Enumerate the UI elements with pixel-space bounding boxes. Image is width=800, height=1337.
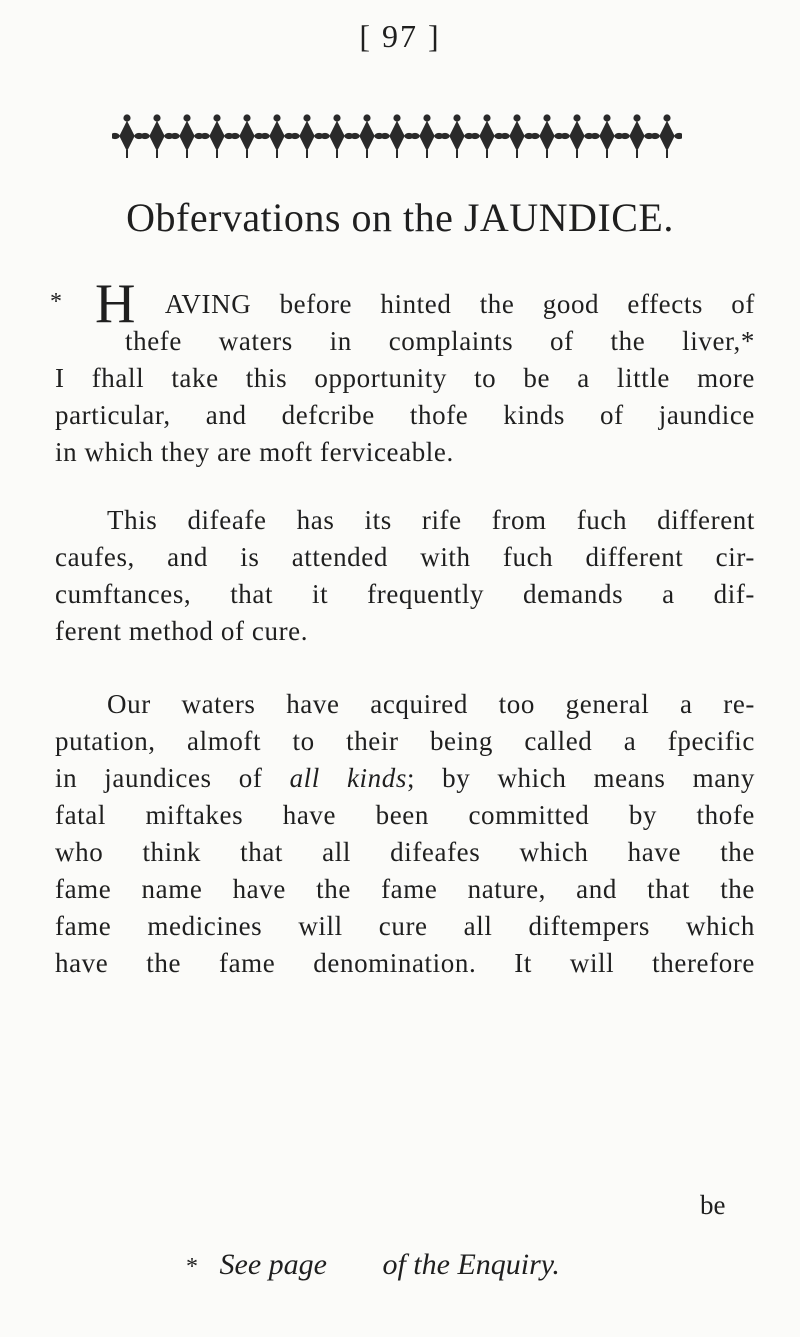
drop-cap: H [95,273,137,335]
paragraph-line: Our waters have acquired too general a re- [107,689,755,719]
footnote-asterisk: * [50,289,63,315]
paragraph-line: caufes, and is attended with fuch different cir- [55,542,755,572]
fleuron-icon [171,115,203,158]
footnote-mark: * [186,1254,198,1280]
fleuron-icon [561,115,593,158]
fleuron-icon [531,115,563,158]
line-text: AVING before hinted the good effects of [164,289,755,319]
footnote-text-b: of the Enquiry. [382,1248,560,1281]
fleuron-icon [261,115,293,158]
paragraph-line: have the fame denomination. It will therefore [55,948,755,978]
fleuron-icon [441,115,473,158]
paragraph-line: I fhall take this opportunity to be a little more [55,363,755,393]
fleuron-icon [141,115,173,158]
page-number: [ 97 ] [359,18,441,54]
paragraph-line: cumftances, that it frequently demands a dif- [55,579,755,609]
paragraph-line [50,273,755,335]
paragraph-line: fame name have the fame nature, and that the [55,874,755,904]
paragraph-line: particular, and defcribe thofe kinds of jaundice [55,400,755,430]
paragraph-line: thefe waters in complaints of the liver,* [125,326,755,356]
italic-phrase: all kinds [289,763,407,793]
fleuron-icon [471,115,503,158]
paragraph-2 [55,502,755,650]
fleuron-icon [621,115,653,158]
paragraph-line [55,760,755,797]
fleuron-icon [351,115,383,158]
fleuron-icon [591,115,623,158]
paragraph-line: in which they are moft ferviceable. [55,437,454,467]
paragraph-line: putation, almoft to their being called a fpecific [55,726,755,756]
footnote [186,1248,560,1282]
paragraph-1 [50,273,755,471]
fleuron-icon [411,115,443,158]
paragraph-line: fatal miftakes have been committed by thofe [55,800,755,830]
paragraph-3 [55,686,755,982]
footnote-text-a: See page [219,1248,327,1281]
paragraph-line: fame medicines will cure all diftempers which [55,911,755,941]
paragraph-line: who think that all difeafes which have the [55,837,755,867]
fleuron-band-icon [112,112,682,162]
line-text: in jaundices of [55,763,263,793]
paragraph-line: This difeafe has its rife from fuch different [107,505,755,535]
fleuron-icon [321,115,353,158]
fleuron-icon [231,115,263,158]
fleuron-icon [651,115,682,158]
fleuron-icon [201,115,233,158]
fleuron-icon [291,115,323,158]
page-title: Obfervations on the JAUNDICE. [126,195,674,240]
fleuron-icon [501,115,533,158]
paragraph-line: ferent method of cure. [55,616,309,646]
line-text: ; by which means many [406,763,755,793]
catchword: be [700,1190,726,1220]
fleuron-icon [381,115,413,158]
fleuron-icon [112,115,143,158]
